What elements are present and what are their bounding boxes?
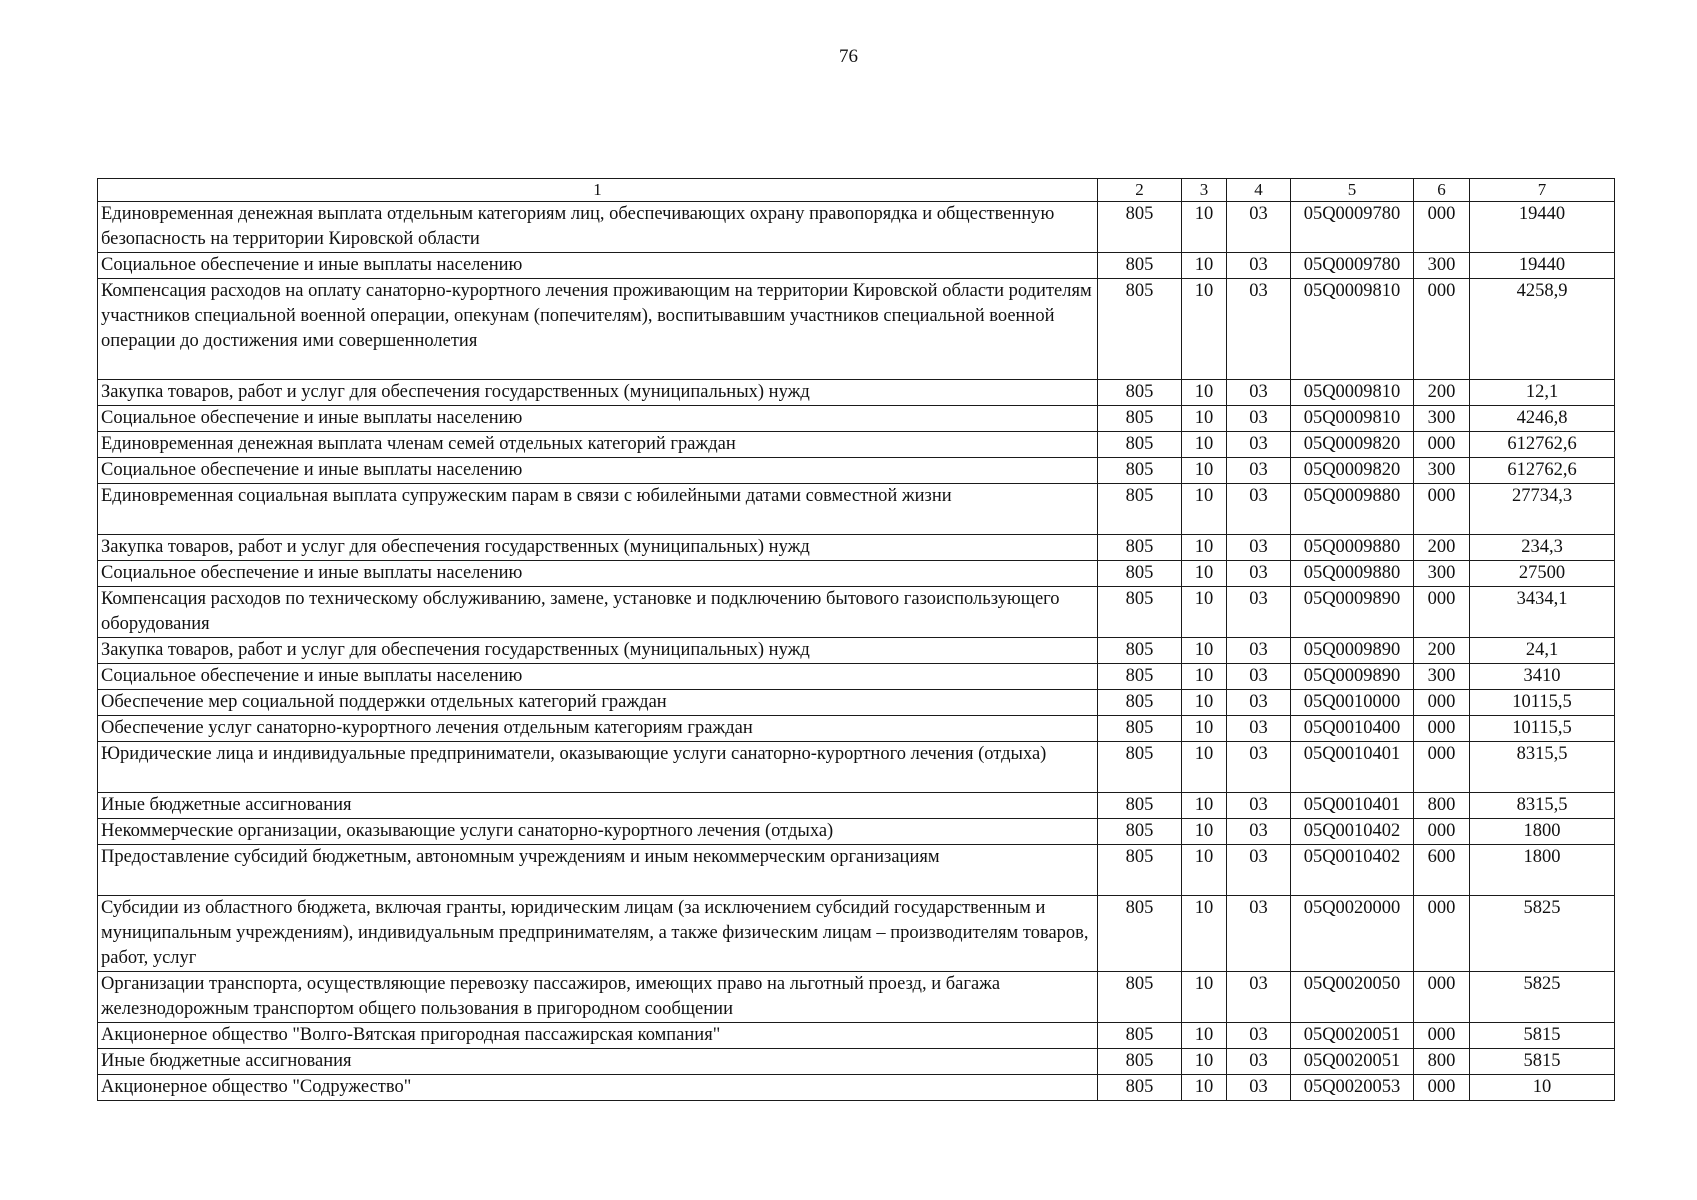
amount-cell: 19440 — [1470, 202, 1615, 253]
target-article-cell: 05Q0010000 — [1291, 690, 1414, 716]
subsection-code-cell: 03 — [1227, 587, 1291, 638]
header-cell: 1 — [98, 179, 1098, 202]
section-code-cell: 10 — [1182, 896, 1227, 972]
target-article-cell: 05Q0020000 — [1291, 896, 1414, 972]
target-article-cell: 05Q0010400 — [1291, 716, 1414, 742]
table-row — [98, 380, 1615, 406]
subsection-code-cell: 03 — [1227, 458, 1291, 484]
row-name-cell: Организации транспорта, осуществляющие перевозку пассажиров, имеющих право на льготный проезд, и багажа железнодорожным транспортом общего пользования в пригородном сообщении — [98, 972, 1098, 1023]
section-code-cell: 10 — [1182, 716, 1227, 742]
target-article-cell: 05Q0009880 — [1291, 535, 1414, 561]
subsection-code-cell: 03 — [1227, 279, 1291, 380]
subsection-code-cell: 03 — [1227, 202, 1291, 253]
main-manager-code-cell: 805 — [1098, 845, 1182, 896]
main-manager-code-cell: 805 — [1098, 1023, 1182, 1049]
section-code-cell: 10 — [1182, 1075, 1227, 1101]
section-code-cell: 10 — [1182, 202, 1227, 253]
target-article-cell: 05Q0020050 — [1291, 972, 1414, 1023]
table-row — [98, 202, 1615, 253]
section-code-cell: 10 — [1182, 484, 1227, 535]
expense-type-cell: 200 — [1414, 380, 1470, 406]
row-name-cell: Социальное обеспечение и иные выплаты населению — [98, 253, 1098, 279]
budget-table — [97, 178, 1615, 1101]
subsection-code-cell: 03 — [1227, 664, 1291, 690]
row-name-cell: Единовременная денежная выплата отдельным категориям лиц, обеспечивающих охрану правопорядка и общественную безопасность на территории Кировской области — [98, 202, 1098, 253]
table-row — [98, 561, 1615, 587]
row-name-cell: Закупка товаров, работ и услуг для обеспечения государственных (муниципальных) нужд — [98, 535, 1098, 561]
subsection-code-cell: 03 — [1227, 1075, 1291, 1101]
main-manager-code-cell: 805 — [1098, 561, 1182, 587]
table-row — [98, 638, 1615, 664]
subsection-code-cell: 03 — [1227, 432, 1291, 458]
page-number: 76 — [839, 46, 858, 67]
section-code-cell: 10 — [1182, 972, 1227, 1023]
target-article-cell: 05Q0009890 — [1291, 664, 1414, 690]
subsection-code-cell: 03 — [1227, 535, 1291, 561]
expense-type-cell: 000 — [1414, 279, 1470, 380]
table-row — [98, 1023, 1615, 1049]
table-row — [98, 742, 1615, 793]
expense-type-cell: 000 — [1414, 587, 1470, 638]
section-code-cell: 10 — [1182, 458, 1227, 484]
expense-type-cell: 000 — [1414, 484, 1470, 535]
section-code-cell: 10 — [1182, 406, 1227, 432]
section-code-cell: 10 — [1182, 664, 1227, 690]
main-manager-code-cell: 805 — [1098, 690, 1182, 716]
table-row — [98, 458, 1615, 484]
main-manager-code-cell: 805 — [1098, 972, 1182, 1023]
main-manager-code-cell: 805 — [1098, 432, 1182, 458]
subsection-code-cell: 03 — [1227, 406, 1291, 432]
row-name-cell: Обеспечение услуг санаторно-курортного лечения отдельным категориям граждан — [98, 716, 1098, 742]
target-article-cell: 05Q0010401 — [1291, 793, 1414, 819]
table-header-row — [98, 179, 1615, 202]
target-article-cell: 05Q0009810 — [1291, 406, 1414, 432]
subsection-code-cell: 03 — [1227, 690, 1291, 716]
amount-cell: 5825 — [1470, 972, 1615, 1023]
expense-type-cell: 300 — [1414, 406, 1470, 432]
amount-cell: 3410 — [1470, 664, 1615, 690]
amount-cell: 5815 — [1470, 1049, 1615, 1075]
expense-type-cell: 000 — [1414, 1023, 1470, 1049]
main-manager-code-cell: 805 — [1098, 638, 1182, 664]
table-row — [98, 896, 1615, 972]
table-row — [98, 793, 1615, 819]
target-article-cell: 05Q0009890 — [1291, 587, 1414, 638]
table-row — [98, 664, 1615, 690]
expense-type-cell: 800 — [1414, 1049, 1470, 1075]
expense-type-cell: 600 — [1414, 845, 1470, 896]
row-name-cell: Единовременная денежная выплата членам семей отдельных категорий граждан — [98, 432, 1098, 458]
section-code-cell: 10 — [1182, 742, 1227, 793]
table-row — [98, 535, 1615, 561]
target-article-cell: 05Q0020051 — [1291, 1049, 1414, 1075]
main-manager-code-cell: 805 — [1098, 1075, 1182, 1101]
subsection-code-cell: 03 — [1227, 845, 1291, 896]
main-manager-code-cell: 805 — [1098, 535, 1182, 561]
table-row — [98, 484, 1615, 535]
amount-cell: 1800 — [1470, 819, 1615, 845]
expense-type-cell: 000 — [1414, 819, 1470, 845]
table-row — [98, 253, 1615, 279]
main-manager-code-cell: 805 — [1098, 819, 1182, 845]
row-name-cell: Социальное обеспечение и иные выплаты населению — [98, 406, 1098, 432]
table-row — [98, 406, 1615, 432]
subsection-code-cell: 03 — [1227, 253, 1291, 279]
row-name-cell: Акционерное общество "Содружество" — [98, 1075, 1098, 1101]
amount-cell: 12,1 — [1470, 380, 1615, 406]
target-article-cell: 05Q0009820 — [1291, 432, 1414, 458]
table-row — [98, 432, 1615, 458]
target-article-cell: 05Q0010402 — [1291, 845, 1414, 896]
table-row — [98, 1075, 1615, 1101]
target-article-cell: 05Q0009810 — [1291, 380, 1414, 406]
table-row — [98, 972, 1615, 1023]
amount-cell: 3434,1 — [1470, 587, 1615, 638]
section-code-cell: 10 — [1182, 587, 1227, 638]
table-row — [98, 1049, 1615, 1075]
subsection-code-cell: 03 — [1227, 742, 1291, 793]
subsection-code-cell: 03 — [1227, 896, 1291, 972]
target-article-cell: 05Q0009820 — [1291, 458, 1414, 484]
section-code-cell: 10 — [1182, 690, 1227, 716]
header-cell: 4 — [1227, 179, 1291, 202]
subsection-code-cell: 03 — [1227, 972, 1291, 1023]
subsection-code-cell: 03 — [1227, 1023, 1291, 1049]
row-name-cell: Акционерное общество "Волго-Вятская пригородная пассажирская компания" — [98, 1023, 1098, 1049]
target-article-cell: 05Q0020051 — [1291, 1023, 1414, 1049]
amount-cell: 612762,6 — [1470, 432, 1615, 458]
amount-cell: 5815 — [1470, 1023, 1615, 1049]
section-code-cell: 10 — [1182, 819, 1227, 845]
main-manager-code-cell: 805 — [1098, 793, 1182, 819]
target-article-cell: 05Q0020053 — [1291, 1075, 1414, 1101]
amount-cell: 8315,5 — [1470, 793, 1615, 819]
expense-type-cell: 000 — [1414, 432, 1470, 458]
target-article-cell: 05Q0009880 — [1291, 561, 1414, 587]
amount-cell: 10115,5 — [1470, 690, 1615, 716]
main-manager-code-cell: 805 — [1098, 716, 1182, 742]
table-row — [98, 716, 1615, 742]
expense-type-cell: 000 — [1414, 1075, 1470, 1101]
expense-type-cell: 300 — [1414, 561, 1470, 587]
main-manager-code-cell: 805 — [1098, 380, 1182, 406]
expense-type-cell: 000 — [1414, 202, 1470, 253]
section-code-cell: 10 — [1182, 1023, 1227, 1049]
section-code-cell: 10 — [1182, 638, 1227, 664]
amount-cell: 27500 — [1470, 561, 1615, 587]
subsection-code-cell: 03 — [1227, 380, 1291, 406]
main-manager-code-cell: 805 — [1098, 587, 1182, 638]
expense-type-cell: 300 — [1414, 253, 1470, 279]
expense-type-cell: 000 — [1414, 742, 1470, 793]
expense-type-cell: 000 — [1414, 972, 1470, 1023]
expense-type-cell: 000 — [1414, 690, 1470, 716]
amount-cell: 5825 — [1470, 896, 1615, 972]
section-code-cell: 10 — [1182, 253, 1227, 279]
target-article-cell: 05Q0009780 — [1291, 253, 1414, 279]
header-cell: 2 — [1098, 179, 1182, 202]
table-row — [98, 819, 1615, 845]
target-article-cell: 05Q0009780 — [1291, 202, 1414, 253]
amount-cell: 8315,5 — [1470, 742, 1615, 793]
amount-cell: 234,3 — [1470, 535, 1615, 561]
section-code-cell: 10 — [1182, 1049, 1227, 1075]
expense-type-cell: 300 — [1414, 458, 1470, 484]
amount-cell: 24,1 — [1470, 638, 1615, 664]
expense-type-cell: 000 — [1414, 896, 1470, 972]
section-code-cell: 10 — [1182, 535, 1227, 561]
section-code-cell: 10 — [1182, 793, 1227, 819]
table-row — [98, 587, 1615, 638]
row-name-cell: Закупка товаров, работ и услуг для обеспечения государственных (муниципальных) нужд — [98, 638, 1098, 664]
row-name-cell: Обеспечение мер социальной поддержки отдельных категорий граждан — [98, 690, 1098, 716]
target-article-cell: 05Q0009880 — [1291, 484, 1414, 535]
row-name-cell: Компенсация расходов по техническому обслуживанию, замене, установке и подключению бытового газоиспользующего оборудования — [98, 587, 1098, 638]
table-row — [98, 845, 1615, 896]
row-name-cell: Иные бюджетные ассигнования — [98, 1049, 1098, 1075]
row-name-cell: Юридические лица и индивидуальные предприниматели, оказывающие услуги санаторно-курортного лечения (отдыха) — [98, 742, 1098, 793]
amount-cell: 27734,3 — [1470, 484, 1615, 535]
section-code-cell: 10 — [1182, 279, 1227, 380]
row-name-cell: Предоставление субсидий бюджетным, автономным учреждениям и иным некоммерческим организациям — [98, 845, 1098, 896]
section-code-cell: 10 — [1182, 432, 1227, 458]
table-row — [98, 279, 1615, 380]
section-code-cell: 10 — [1182, 380, 1227, 406]
amount-cell: 4246,8 — [1470, 406, 1615, 432]
table-row — [98, 690, 1615, 716]
target-article-cell: 05Q0009890 — [1291, 638, 1414, 664]
subsection-code-cell: 03 — [1227, 1049, 1291, 1075]
main-manager-code-cell: 805 — [1098, 406, 1182, 432]
main-manager-code-cell: 805 — [1098, 1049, 1182, 1075]
amount-cell: 19440 — [1470, 253, 1615, 279]
main-manager-code-cell: 805 — [1098, 202, 1182, 253]
main-manager-code-cell: 805 — [1098, 458, 1182, 484]
amount-cell: 612762,6 — [1470, 458, 1615, 484]
subsection-code-cell: 03 — [1227, 793, 1291, 819]
expense-type-cell: 300 — [1414, 664, 1470, 690]
section-code-cell: 10 — [1182, 561, 1227, 587]
amount-cell: 1800 — [1470, 845, 1615, 896]
expense-type-cell: 800 — [1414, 793, 1470, 819]
subsection-code-cell: 03 — [1227, 716, 1291, 742]
section-code-cell: 10 — [1182, 845, 1227, 896]
main-manager-code-cell: 805 — [1098, 253, 1182, 279]
target-article-cell: 05Q0009810 — [1291, 279, 1414, 380]
expense-type-cell: 200 — [1414, 638, 1470, 664]
row-name-cell: Единовременная социальная выплата супружеским парам в связи с юбилейными датами совместной жизни — [98, 484, 1098, 535]
target-article-cell: 05Q0010401 — [1291, 742, 1414, 793]
subsection-code-cell: 03 — [1227, 484, 1291, 535]
amount-cell: 4258,9 — [1470, 279, 1615, 380]
amount-cell: 10 — [1470, 1075, 1615, 1101]
amount-cell: 10115,5 — [1470, 716, 1615, 742]
row-name-cell: Социальное обеспечение и иные выплаты населению — [98, 664, 1098, 690]
row-name-cell: Социальное обеспечение и иные выплаты населению — [98, 458, 1098, 484]
main-manager-code-cell: 805 — [1098, 484, 1182, 535]
row-name-cell: Иные бюджетные ассигнования — [98, 793, 1098, 819]
header-cell: 7 — [1470, 179, 1615, 202]
header-cell: 6 — [1414, 179, 1470, 202]
target-article-cell: 05Q0010402 — [1291, 819, 1414, 845]
main-manager-code-cell: 805 — [1098, 279, 1182, 380]
row-name-cell: Некоммерческие организации, оказывающие услуги санаторно-курортного лечения (отдыха) — [98, 819, 1098, 845]
subsection-code-cell: 03 — [1227, 819, 1291, 845]
main-manager-code-cell: 805 — [1098, 742, 1182, 793]
expense-type-cell: 000 — [1414, 716, 1470, 742]
row-name-cell: Компенсация расходов на оплату санаторно-курортного лечения проживающим на территории Кировской области родителям участников специальной военной операции, опекунам (попечителям), воспитывавшим участников специальной военной операции до достижения ими совершеннолетия — [98, 279, 1098, 380]
subsection-code-cell: 03 — [1227, 638, 1291, 664]
subsection-code-cell: 03 — [1227, 561, 1291, 587]
main-manager-code-cell: 805 — [1098, 896, 1182, 972]
main-manager-code-cell: 805 — [1098, 664, 1182, 690]
row-name-cell: Закупка товаров, работ и услуг для обеспечения государственных (муниципальных) нужд — [98, 380, 1098, 406]
header-cell: 3 — [1182, 179, 1227, 202]
row-name-cell: Субсидии из областного бюджета, включая гранты, юридическим лицам (за исключением субсидий государственным и муниципальным учреждениям), индивидуальным предпринимателям, а также физическим лицам – производителям товаров, работ, услуг — [98, 896, 1098, 972]
header-cell: 5 — [1291, 179, 1414, 202]
expense-type-cell: 200 — [1414, 535, 1470, 561]
row-name-cell: Социальное обеспечение и иные выплаты населению — [98, 561, 1098, 587]
